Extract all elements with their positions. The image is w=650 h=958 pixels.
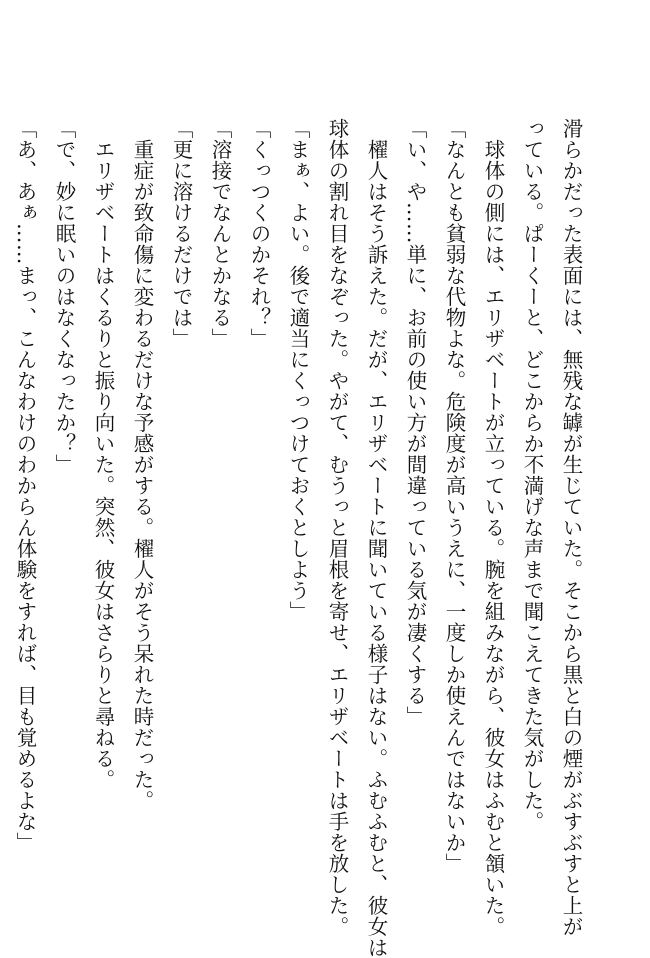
text-line: 「い、や……単に、お前の使い方が間違っている気が凄くする」: [403, 118, 427, 727]
text-line: 「で、妙に眠いのはなくなったか？」: [52, 118, 76, 475]
text-line: 球体の割れ目をなぞった。やがて、むうっと眉根を寄せ、エリザベートは手を放した。: [325, 118, 349, 937]
text-line: っている。ぱーくーと、どこからか不満げな声まで聞こえてきた気がした。: [520, 118, 544, 832]
text-line: 重症が致命傷に変わるだけな予感がする。櫂人がそう呆れた時だった。: [130, 118, 154, 811]
text-line: 球体の側には、エリザベートが立っている。腕を組みながら、彼女はふむと頷いた。: [481, 118, 505, 937]
text-line: 「あ、あぁ……まっ、こんなわけのわからん体験をすれば、目も覚めるよな」: [13, 118, 37, 853]
text-line: 「なんとも貧弱な代物よな。危険度が高いうえに、一度しか使えんではないか」: [442, 118, 466, 874]
text-line: 「更に溶けるだけでは」: [169, 118, 193, 349]
text-line: 櫂人はそう訴えた。だが、エリザベートに聞いている様子はない。ふむふむと、彼女は: [364, 118, 388, 958]
text-line: エリザベートはくるりと振り向いた。突然、彼女はさらりと尋ねる。: [91, 118, 115, 790]
vertical-text-body: [0, 118, 590, 958]
text-line: 「くっつくのかそれ？」: [247, 118, 271, 349]
text-line: 「溶接でなんとかなる」: [208, 118, 232, 349]
text-line: 「まぁ、よい。後で適当にくっつけておくとしよう」: [286, 118, 310, 622]
text-line: [0, 118, 5, 818]
text-line: 滑らかだった表面には、無残な罅が生じていた。そこから黒と白の煙がぶすぶすと上が: [559, 118, 583, 937]
